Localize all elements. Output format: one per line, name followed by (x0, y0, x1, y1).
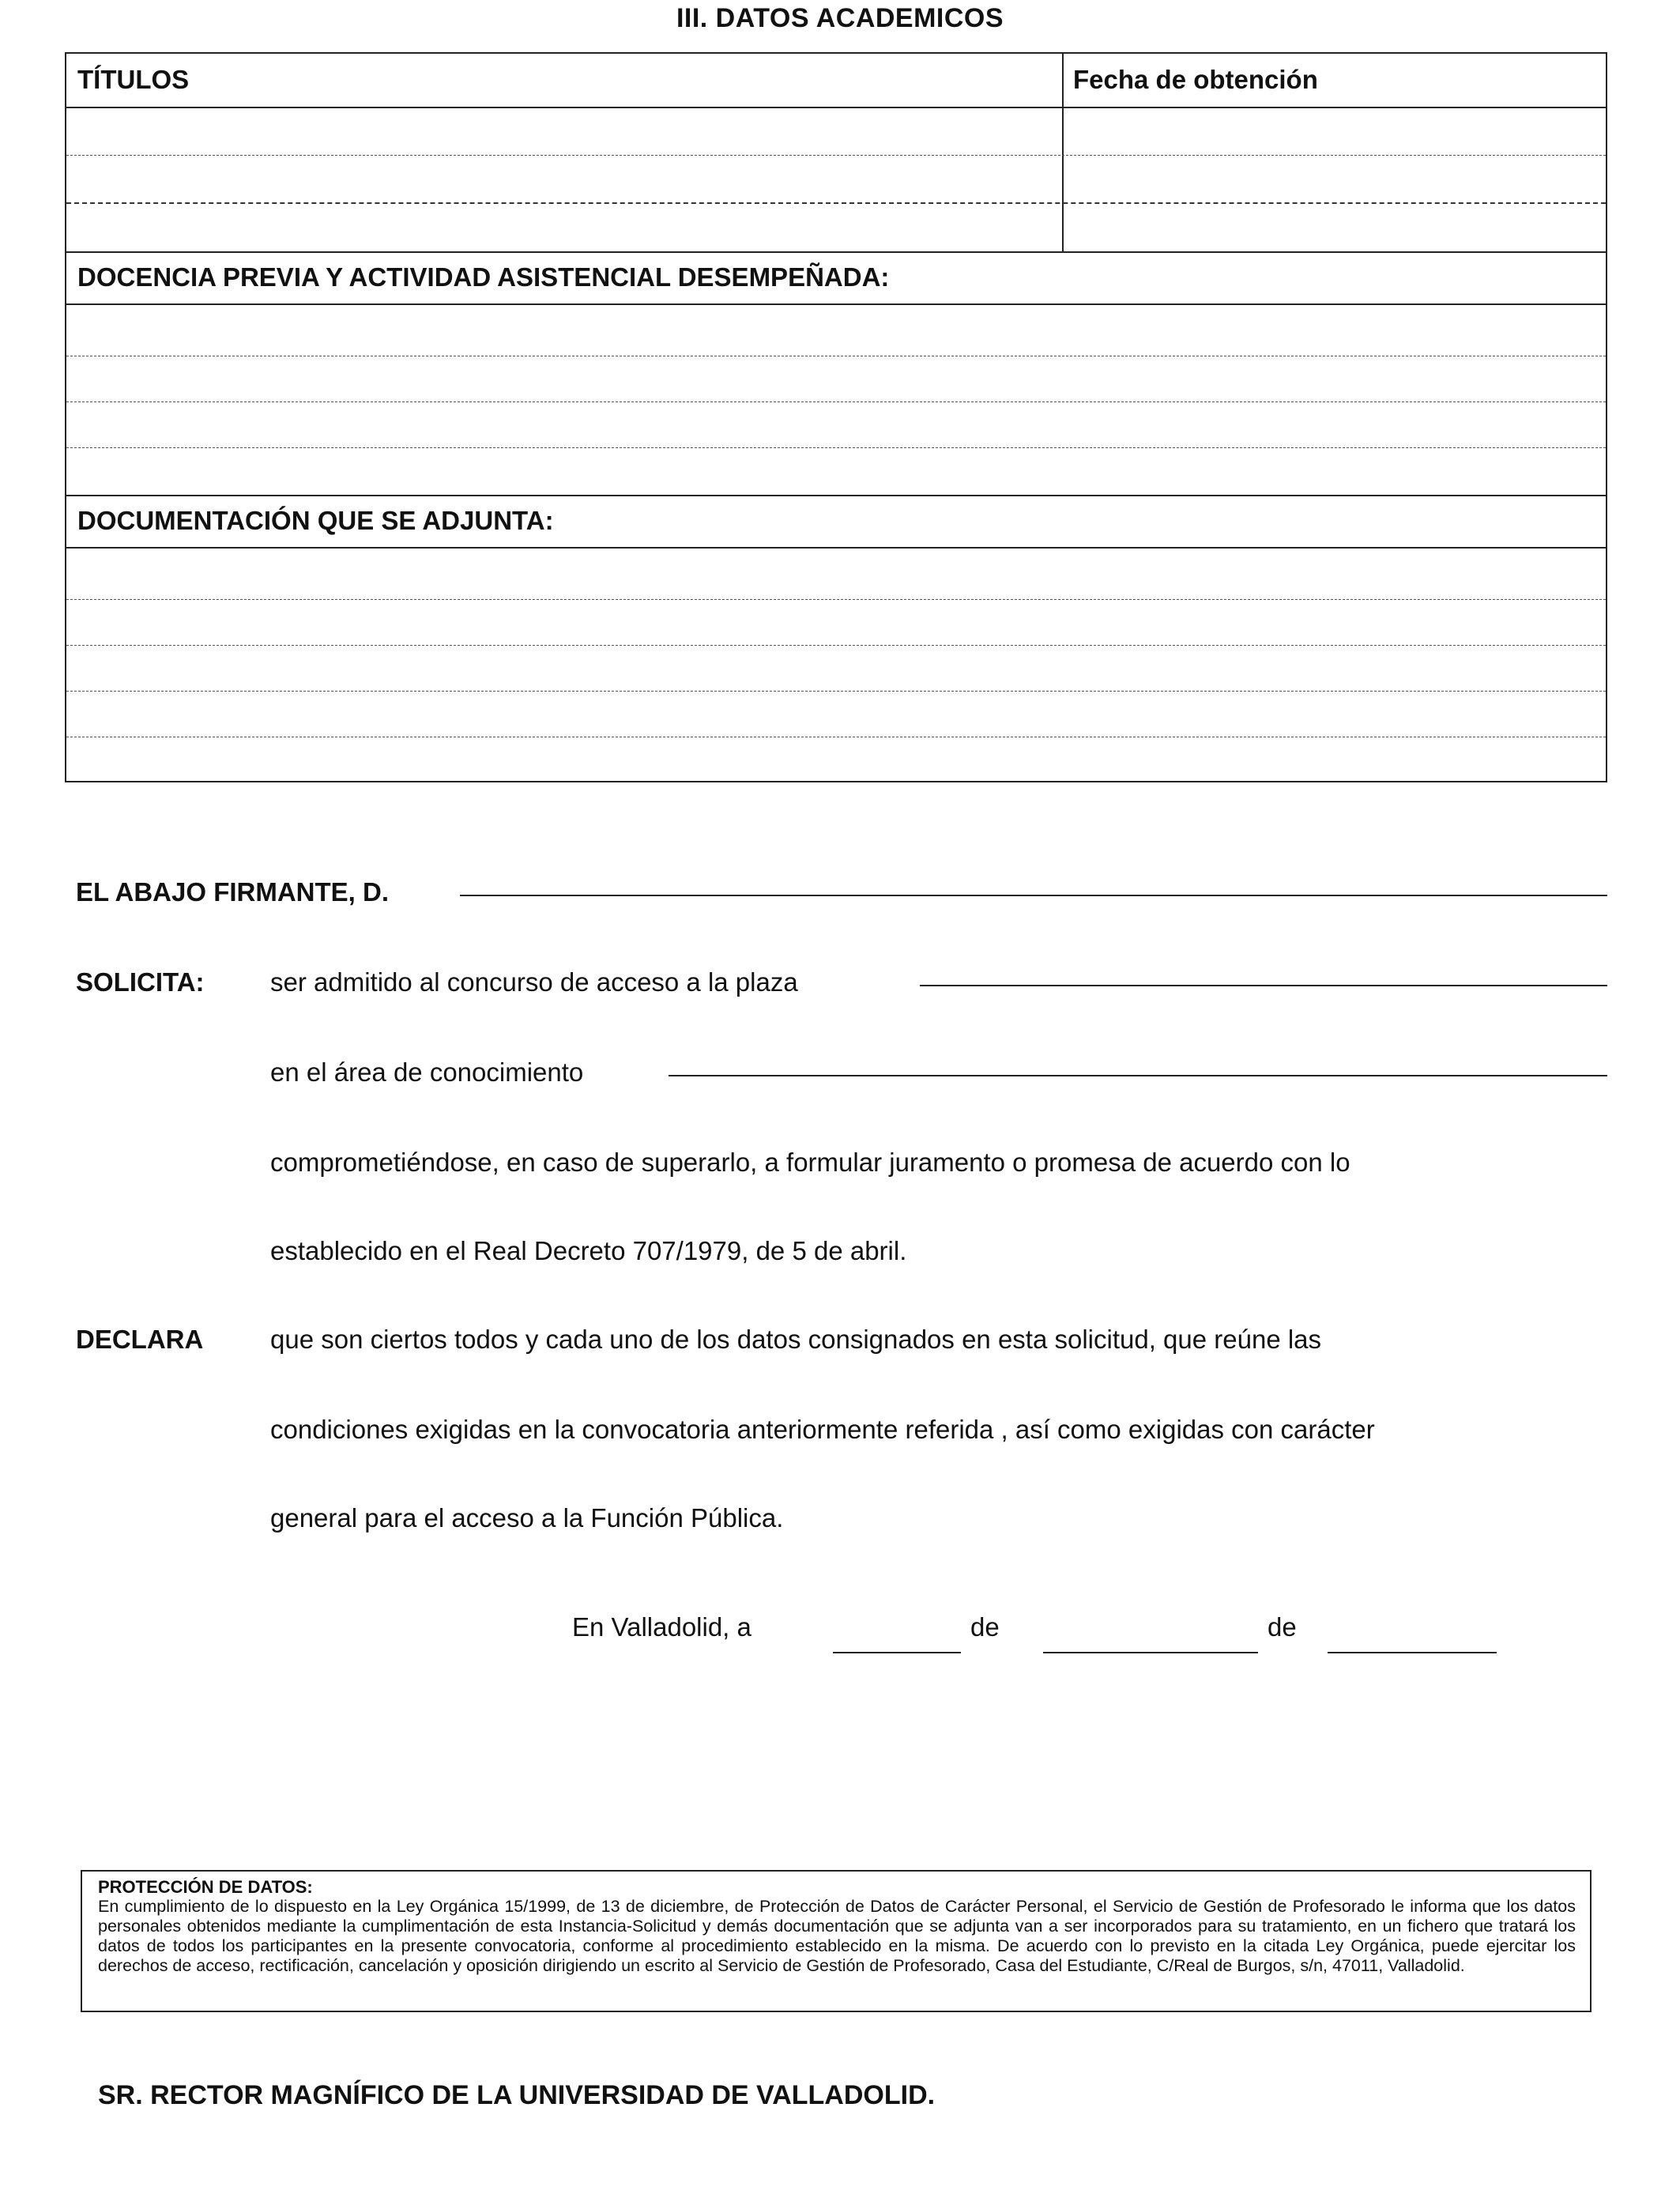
year-field[interactable] (1328, 1652, 1497, 1653)
documents-entry-line-2[interactable] (66, 645, 1606, 646)
place-date-prefix: En Valladolid, a (572, 1612, 751, 1642)
data-protection-body: En cumplimiento de lo dispuesto en la Ley Orgánica 15/1999, de 13 de diciembre, de Protección de Datos de Carácter Personal, el Servicio de Gestión de Profesorado le informa que los datos personales obtenidos mediante la cumplimentación de esta Instancia-Solicitud y demás documentación que se adjunta van a ser incorporados para su tratamiento, en un fichero que tratará los datos de todos los participantes en la presente convocatoria, conforme al procedimiento establecido en la misma. De acuerdo con lo previsto en la citada Ley Orgánica, puede ejercitar los derechos de acceso, rectificación, cancelación y oposición dirigiendo un escrito al Servicio de Gestión de Profesorado, Casa del Estudiante, C/Real de Burgos, s/n, 47011, Valladolid. (98, 1897, 1576, 1975)
documents-header: DOCUMENTACIÓN QUE SE ADJUNTA: (77, 506, 554, 535)
date-connector-2: de (1268, 1612, 1297, 1642)
data-protection-title: PROTECCIÓN DE DATOS: (98, 1877, 313, 1897)
request-text-line-3: comprometiéndose, en caso de superarlo, a formular juramento o promesa de acuerdo con lo (270, 1148, 1350, 1177)
titles-header: TÍTULOS (77, 65, 190, 94)
request-text-line-1: ser admitido al concurso de acceso a la plaza (270, 967, 798, 997)
request-text-line-4: establecido en el Real Decreto 707/1979, de 5 de abril. (270, 1236, 907, 1265)
declaration-text-line-3: general para el acceso a la Función Pública. (270, 1503, 784, 1532)
declaration-text-line-2: condiciones exigidas en la convocatoria anteriormente referida , así como exigidas con carácter (270, 1415, 1375, 1444)
teaching-header: DOCENCIA PREVIA Y ACTIVIDAD ASISTENCIAL DESEMPEÑADA: (77, 262, 890, 292)
addressee: SR. RECTOR MAGNÍFICO DE LA UNIVERSIDAD DE VALLADOLID. (98, 2080, 936, 2110)
date-header: Fecha de obtención (1073, 65, 1318, 94)
documents-entry-line-1[interactable] (66, 599, 1606, 600)
column-divider (1062, 54, 1064, 251)
date-connector-1: de (970, 1612, 1000, 1642)
month-field[interactable] (1043, 1652, 1258, 1653)
table-divider (66, 547, 1606, 548)
academic-data-table (65, 52, 1607, 782)
day-field[interactable] (833, 1652, 961, 1653)
teaching-entry-line-3[interactable] (66, 447, 1606, 448)
table-divider (66, 303, 1606, 305)
request-label: SOLICITA: (76, 967, 205, 997)
table-divider (66, 495, 1606, 496)
knowledge-area-field[interactable] (669, 1075, 1607, 1076)
table-divider (66, 107, 1606, 108)
teaching-entry-line-2[interactable] (66, 401, 1606, 402)
declaration-label: DECLARA (76, 1325, 204, 1354)
signatory-name-field[interactable] (460, 895, 1607, 896)
section-title: III. DATOS ACADEMICOS (676, 3, 1004, 33)
declaration-text-line-1: que son ciertos todos y cada uno de los datos consignados en esta solicitud, que reúne las (270, 1325, 1322, 1354)
request-text-line-2: en el área de conocimiento (270, 1057, 584, 1087)
titles-entry-line-1[interactable] (66, 155, 1606, 156)
signatory-label: EL ABAJO FIRMANTE, D. (76, 877, 390, 907)
documents-entry-line-3[interactable] (66, 691, 1606, 692)
titles-entry-line-2[interactable] (66, 202, 1606, 204)
data-protection-notice (81, 1870, 1591, 2012)
table-divider (66, 251, 1606, 253)
position-field[interactable] (920, 985, 1607, 986)
